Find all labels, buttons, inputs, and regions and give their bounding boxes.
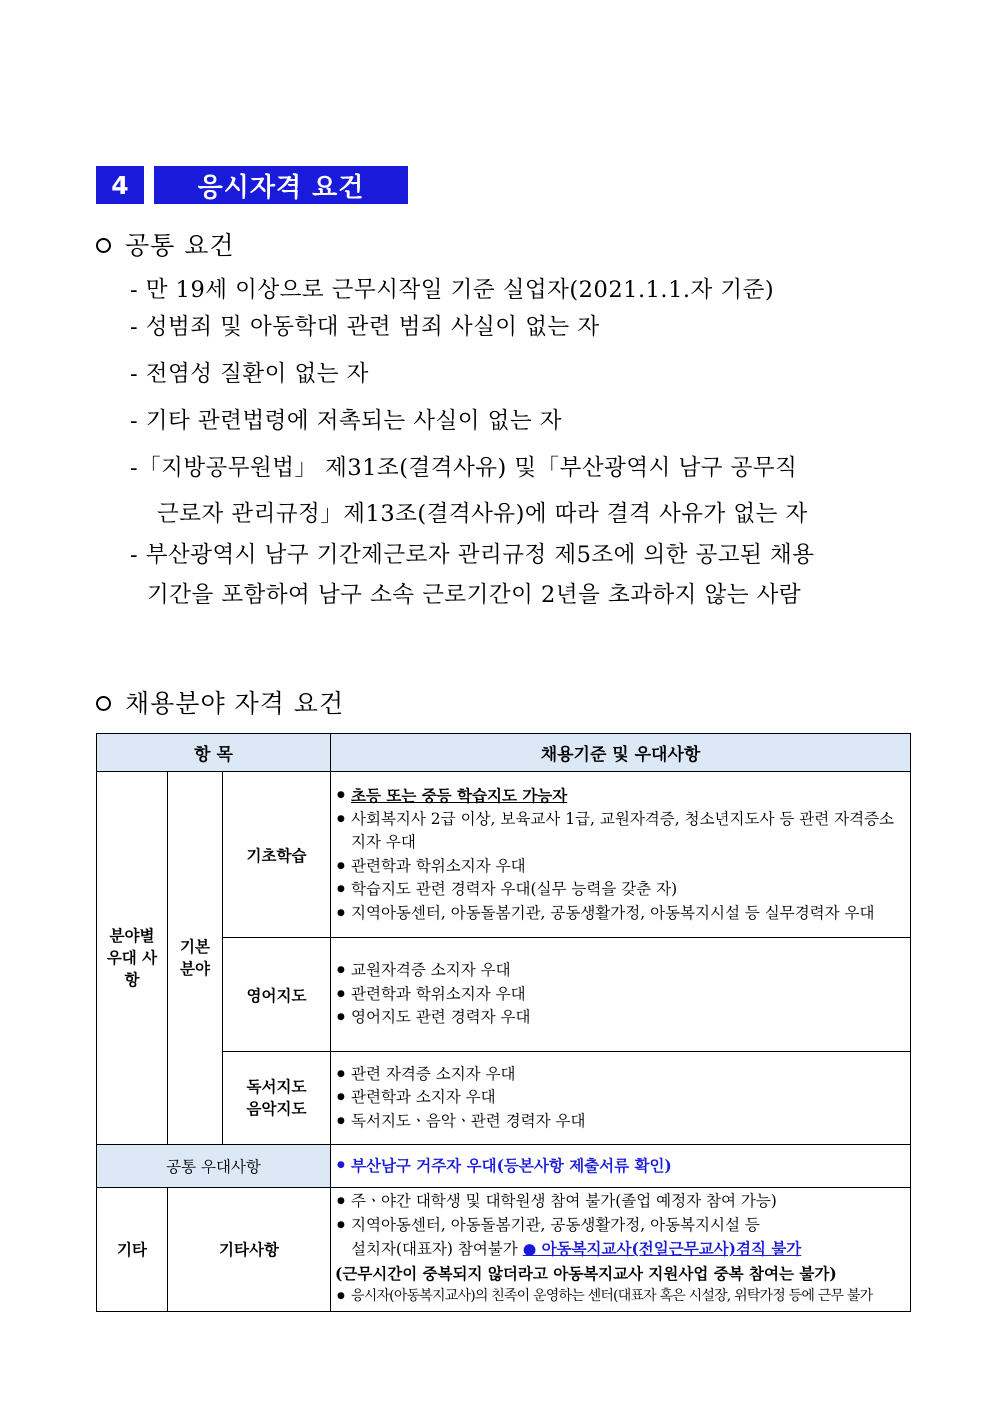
table-row bbox=[97, 772, 911, 938]
field-heading: 채용분야 자격 요건 bbox=[96, 684, 344, 720]
section-number: 4 bbox=[96, 166, 144, 204]
list-item: ● 학습지도 관련 경력자 우대(실무 능력을 갖춘 자) bbox=[337, 878, 904, 902]
table-row bbox=[97, 1188, 911, 1312]
section-header bbox=[96, 166, 408, 204]
group-label: 분야별 우대 사항 bbox=[97, 772, 168, 1145]
section-title: 응시자격 요건 bbox=[154, 166, 408, 204]
list-item: ● 관련학과 소지자 우대 bbox=[337, 1086, 904, 1110]
common-item-cont: 기간을 포함하여 남구 소속 근로기간이 2년을 초과하지 않는 사람 bbox=[147, 582, 802, 608]
row-criteria bbox=[331, 938, 911, 1052]
common-item: - 만 19세 이상으로 근무시작일 기준 실업자(2021.1.1.자 기준) bbox=[130, 277, 775, 303]
header-item: 항 목 bbox=[97, 734, 331, 772]
common-item: - 부산광역시 남구 기간제근로자 관리규정 제5조에 의한 공고된 채용 bbox=[130, 542, 815, 568]
list-item: ● 관련학과 학위소지자 우대 bbox=[337, 983, 904, 1007]
list-item: ● 영어지도 관련 경력자 우대 bbox=[337, 1006, 904, 1030]
list-item: ● 관련 자격증 소지자 우대 bbox=[337, 1063, 904, 1087]
common-item: - 성범죄 및 아동학대 관련 범죄 사실이 없는 자 bbox=[130, 314, 600, 340]
etc-label: 기타 bbox=[97, 1188, 168, 1312]
common-heading: 공통 요건 bbox=[96, 226, 235, 262]
note-text: (근무시간이 중복되지 않더라고 아동복지교사 지원사업 중복 참여는 불가) bbox=[335, 1263, 837, 1283]
common-pref-criteria bbox=[331, 1145, 911, 1188]
list-item: ● 응시자(아동복지교사)의 친족이 운영하는 센터(대표자 혹은 시설장, 위탁가정 등에 근무 불가 bbox=[337, 1285, 904, 1309]
row-criteria bbox=[331, 1052, 911, 1145]
row-name: 독서지도 음악지도 bbox=[223, 1052, 331, 1145]
table-row bbox=[97, 1145, 911, 1188]
etc-sub-label: 기타사항 bbox=[168, 1188, 331, 1312]
row-criteria bbox=[331, 772, 911, 938]
ring-bullet-icon bbox=[96, 696, 111, 711]
common-item: -「지방공무원법」 제31조(결격사유) 및「부산광역시 남구 공무직 bbox=[130, 455, 798, 481]
row-name: 영어지도 bbox=[223, 938, 331, 1052]
common-item: - 전염성 질환이 없는 자 bbox=[130, 361, 369, 387]
requirements-table bbox=[96, 733, 911, 1312]
list-item: ● 주ㆍ야간 대학생 및 대학원생 참여 불가(졸업 예정자 참여 가능) bbox=[337, 1190, 904, 1214]
list-item: ● 교원자격증 소지자 우대 bbox=[337, 959, 904, 983]
list-item: ● 독서지도ㆍ음악ㆍ관련 경력자 우대 bbox=[337, 1110, 904, 1134]
row-name: 기초학습 bbox=[223, 772, 331, 938]
common-item-cont: 근로자 관리규정」제13조(결격사유)에 따라 결격 사유가 없는 자 bbox=[157, 501, 808, 527]
header-criteria: 채용기준 및 우대사항 bbox=[331, 734, 911, 772]
common-pref-label: 공통 우대사항 bbox=[97, 1145, 331, 1188]
highlight-text: ● 아동복지교사(전일근무교사)겸직 불가 bbox=[522, 1239, 802, 1258]
list-item: ● 부산남구 거주자 우대(등본사항 제출서류 확인) bbox=[337, 1154, 904, 1178]
ring-bullet-icon bbox=[96, 238, 111, 253]
table-header-row bbox=[97, 734, 911, 772]
common-item: - 기타 관련법령에 저촉되는 사실이 없는 자 bbox=[130, 408, 563, 434]
etc-criteria bbox=[331, 1188, 911, 1312]
list-item: ● 관련학과 학위소지자 우대 bbox=[337, 855, 904, 879]
sub-label: 기본 분야 bbox=[168, 772, 223, 1145]
list-item: ● 사회복지사 2급 이상, 보육교사 1급, 교원자격증, 청소년지도사 등 관련 자격증소지자 우대 bbox=[337, 808, 904, 855]
list-item: ● 지역아동센터, 아동돌봄기관, 공동생활가정, 아동복지시설 등 실무경력자 우대 bbox=[337, 902, 904, 926]
list-item: ● 지역아동센터, 아동돌봄기관, 공동생활가정, 아동복지시설 등 설치자(대표자) 참여불가 ● 아동복지교사(전일근무교사)겸직 불가 bbox=[337, 1214, 904, 1262]
list-item: ● 초등 또는 중등 학습지도 가능자 bbox=[337, 784, 904, 808]
